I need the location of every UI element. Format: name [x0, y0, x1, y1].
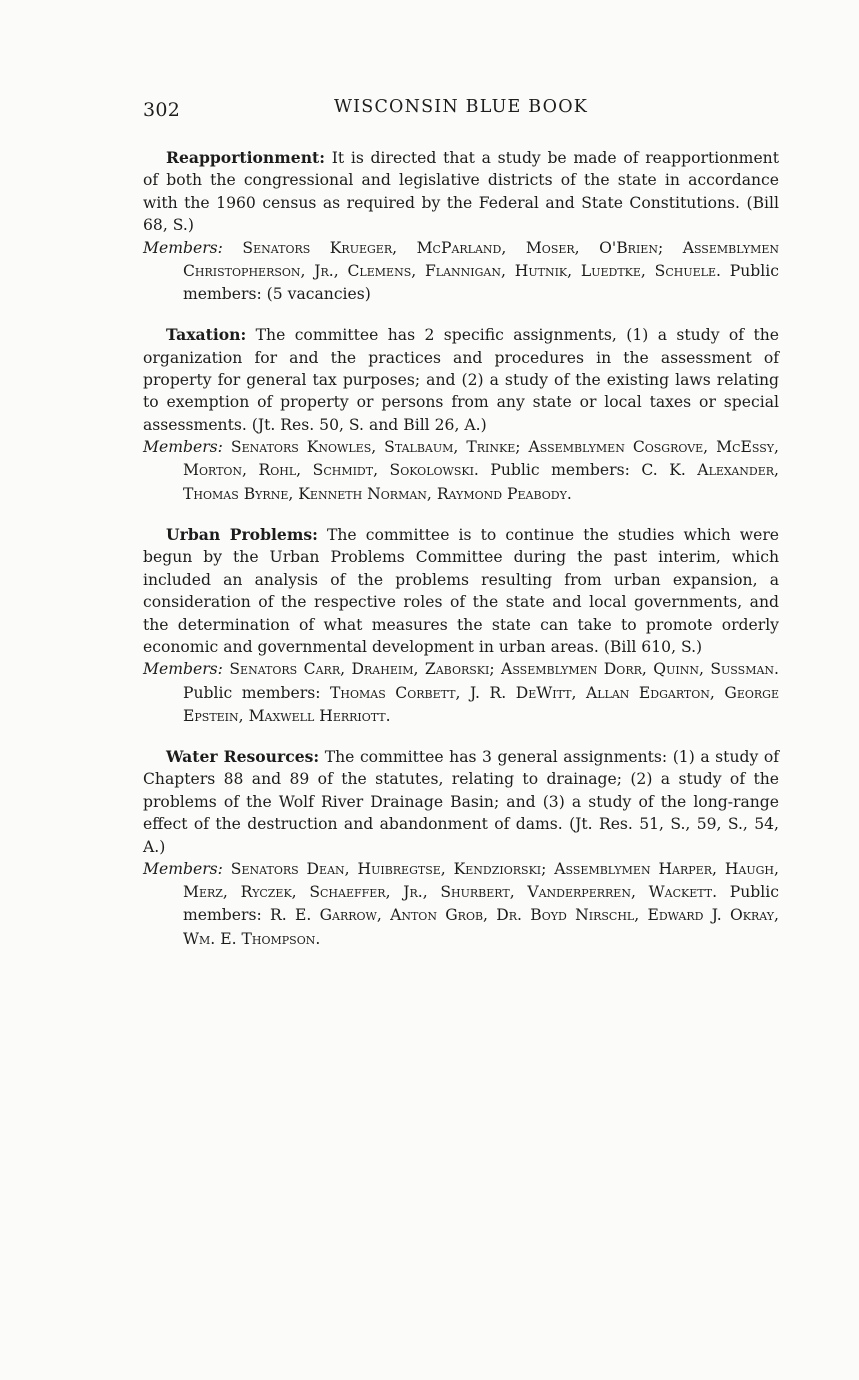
public-members-prefix: Public members:: [183, 883, 779, 925]
members-label: Members:: [143, 859, 223, 878]
section-heading: Water Resources:: [166, 746, 320, 766]
section-paragraph: [143, 324, 779, 436]
members-label: Members:: [143, 238, 223, 257]
public-members-names: Thomas Corbett, J. R. DeWitt, Allan Edgarton, George Epstein, Maxwell Herriott.: [183, 683, 779, 725]
members-names: Senators Krueger, McParland, Moser, O'Brien; Assemblymen Christopherson, Jr., Clemens, Flannigan, Hutnik, Luedtke, Schuele.: [183, 238, 779, 280]
section-paragraph: [143, 524, 779, 658]
members-names: Senators Knowles, Stalbaum, Trinke; Assemblymen Cosgrove, McEssy, Morton, Rohl, Schmidt, Sokolowski.: [183, 438, 779, 480]
section-body: It is directed that a study be made of reapportionment of both the congressional and legislative districts of the state in accordance with the 1960 census as required by the Federal and State Constitutions. (Bill 68, S.): [143, 149, 779, 235]
section-heading: Taxation:: [166, 325, 247, 345]
section-heading: Urban Problems:: [166, 524, 318, 544]
members-names: Senators Dean, Huibregtse, Kendziorski; Assemblymen Harper, Haugh, Merz, Ryczek, Schaeffer, Jr., Shurbert, Vanderperren, Wackett.: [183, 859, 779, 902]
members-names: Senators Carr, Draheim, Zaborski; Assemblymen Dorr, Quinn, Sussman.: [229, 660, 779, 679]
section-paragraph: [143, 147, 779, 237]
section-water-resources: [143, 746, 779, 951]
members-label: Members:: [143, 660, 223, 679]
section-urban-problems: [143, 524, 779, 728]
members-list: [143, 237, 779, 307]
page-header: [143, 97, 779, 123]
members-label: Members:: [143, 438, 223, 457]
section-body: The committee has 2 specific assignments, (1) a study of the organization for and the practices and procedures in the assessment of property for general tax purposes; and (2) a study of the existing laws relating to exemption of property or persons from any state or local taxes or special assessments. (Jt. Res. 50, S. and Bill 26, A.): [143, 326, 779, 434]
section-heading: Reapportionment:: [166, 148, 325, 167]
section-body: The committee has 3 general assignments: (1) a study of Chapters 88 and 89 of the statutes, relating to drainage; (2) a study of the problems of the Wolf River Drainage Basin; and (3) a study of the long-range effect of the destruction and abandonment of dams. (Jt. Res. 51, S., 59, S., 54, A.): [143, 747, 779, 856]
page-number: 302: [143, 99, 181, 121]
public-members: Public members: (5 vacancies): [183, 261, 779, 304]
section-body: The committee is to continue the studies which were begun by the Urban Problems Committee during the past interim, which included an analysis of the problems resulting from urban expansion, a consideration of the respective roles of the state and local governments, and the determination of what measures the state can take to promote orderly economic and governmental development in urban areas. (Bill 610, S.): [143, 525, 779, 656]
public-members-prefix: Public members:: [490, 461, 630, 480]
members-list: [143, 658, 779, 728]
section-taxation: [143, 324, 779, 506]
public-members-prefix: Public members:: [183, 683, 321, 702]
section-reapportionment: [143, 147, 779, 306]
public-members-names: R. E. Garrow, Anton Grob, Dr. Boyd Nirschl, Edward J. Okray, Wm. E. Thompson.: [183, 906, 779, 948]
members-list: [143, 858, 779, 951]
members-list: [143, 436, 779, 506]
public-members-names: C. K. Alexander, Thomas Byrne, Kenneth Norman, Raymond Peabody.: [183, 461, 779, 503]
running-title: WISCONSIN BLUE BOOK: [333, 97, 589, 117]
page-content: [143, 147, 779, 969]
section-paragraph: [143, 746, 779, 858]
